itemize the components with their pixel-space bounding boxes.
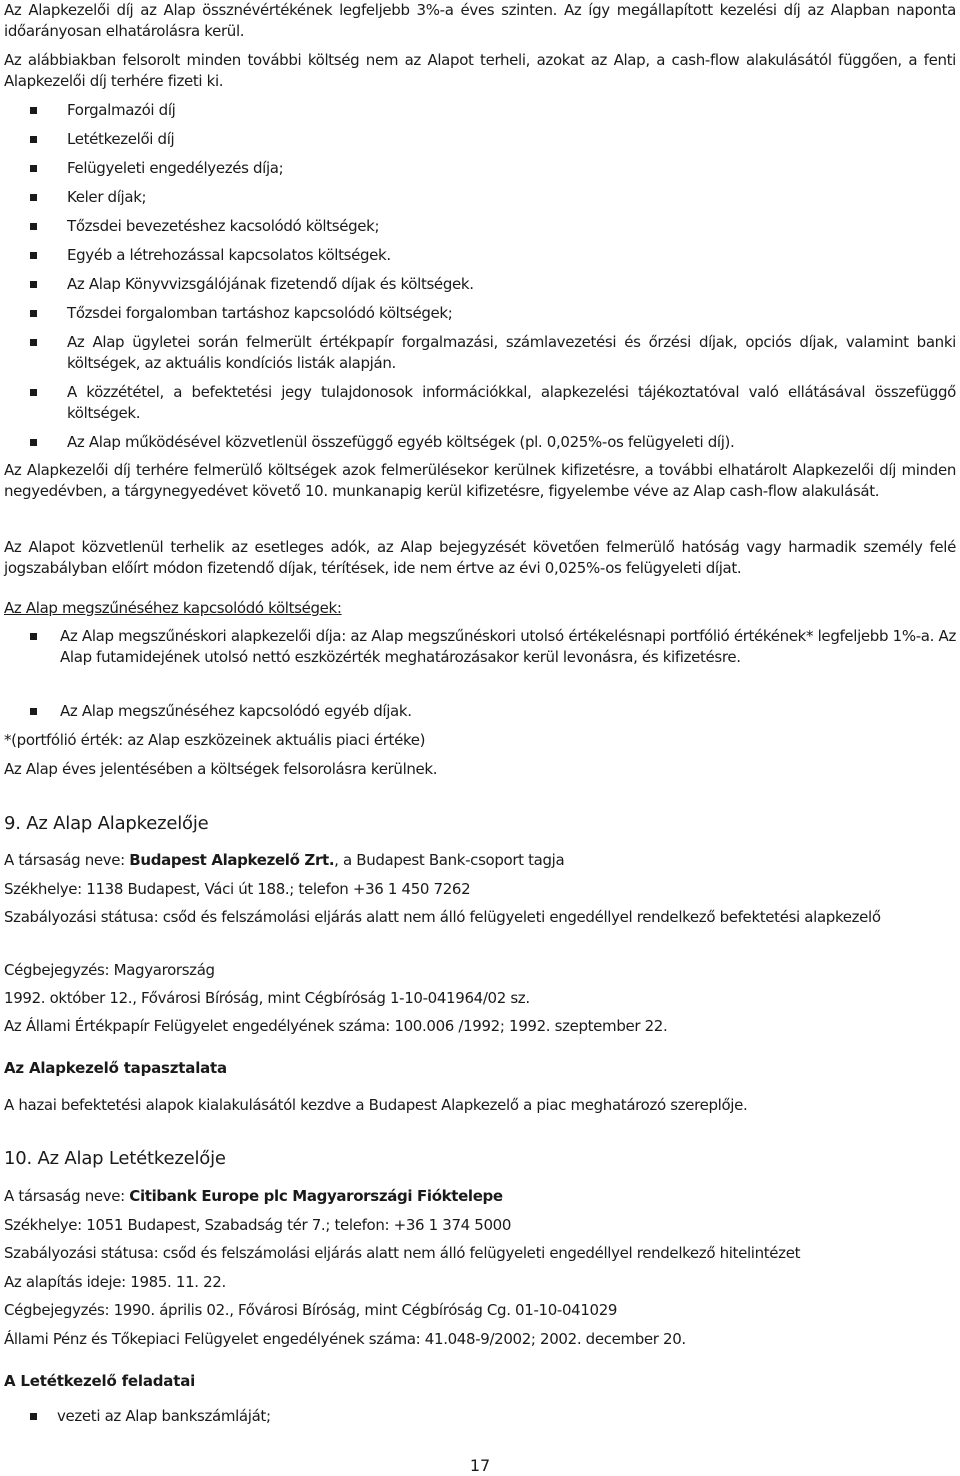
bullet-icon [30,252,37,259]
experience-text: A hazai befektetési alapok kialakulásától kezdve a Budapest Alapkezelő a piac meghatározó szereplője. [4,1096,748,1114]
bullet-icon [30,310,37,317]
bullet-icon [30,389,37,396]
manager-name-suffix: , a Budapest Bank-csoport tagja [334,851,565,869]
manager-status: Szabályozási státusa: csőd és felszámolási eljárás alatt nem álló felügyeleti engedéllyel rendelkező befektetési alapkezelő [4,908,881,926]
list-item: Forgalmazói díj [67,101,176,119]
custodian-seat: Székhelye: 1051 Budapest, Szabadság tér 7.; telefon: +36 1 374 5000 [4,1216,512,1234]
custodian-status: Szabályozási státusa: csőd és felszámolási eljárás alatt nem álló felügyeleti engedéllyel rendelkező hitelintézet [4,1244,801,1262]
list-item: A közzététel, a befektetési jegy tulajdonosok információkkal, alapkezelési tájékoztatóval való ellátásával összefüggő költségek. [67,383,956,422]
bullet-icon [30,708,37,715]
bullet-icon [30,633,37,640]
list-item: Letétkezelői díj [67,130,175,148]
experience-heading: Az Alapkezelő tapasztalata [4,1059,227,1077]
bullet-icon [30,439,37,446]
list-item: Tőzsdei bevezetéshez kacsolódó költségek; [67,217,380,235]
bullet-icon [30,165,37,172]
bullet-icon [30,223,37,230]
list-item: Keler díjak; [67,188,147,206]
portfolio-footnote: *(portfólió érték: az Alap eszközeinek aktuális piaci értéke) [4,731,426,749]
annual-report-note: Az Alap éves jelentésében a költségek felsorolásra kerülnek. [4,760,438,778]
list-item: vezeti az Alap bankszámláját; [57,1407,271,1425]
list-item: Egyéb a létrehozással kapcsolatos költségek. [67,246,391,264]
bullet-icon [30,107,37,114]
termination-heading: Az Alap megszűnéséhez kapcsolódó költségek: [4,599,342,617]
custodian-name [4,1186,956,1207]
tasks-heading: A Letétkezelő feladatai [4,1372,196,1390]
manager-registry: Cégbejegyzés: Magyarország [4,961,215,979]
list-item: Tőzsdei forgalomban tartáshoz kapcsolódó költségek; [67,304,453,322]
manager-name-value: Budapest Alapkezelő Zrt. [129,851,335,869]
intro-paragraph-1: Az Alapkezelői díj az Alap össznévértékének legfeljebb 3%-a éves szinten. Az így megállapított kezelési díj az Alapban naponta időarányosan elhatárolásra kerül. [4,1,956,40]
intro-paragraph-2: Az alábbiakban felsorolt minden további költség nem az Alapot terheli, azokat az Alap, a cash-flow alakulásától függően, a fenti Alapkezelői díj terhére fizeti ki. [4,51,956,90]
bullet-icon [30,136,37,143]
section-9-heading: 9. Az Alap Alapkezelője [4,813,209,834]
list-item: Felügyeleti engedélyezés díja; [67,159,284,177]
bullet-icon [30,281,37,288]
custodian-license: Állami Pénz és Tőkepiaci Felügyelet engedélyének száma: 41.048-9/2002; 2002. december 20. [4,1330,686,1348]
custodian-founded: Az alapítás ideje: 1985. 11. 22. [4,1273,226,1291]
page-number: 17 [469,1456,491,1475]
bullet-icon [30,339,37,346]
bullet-icon [30,194,37,201]
list-item: Az Alap megszűnéséhez kapcsolódó egyéb díjak. [60,702,412,720]
list-item: Az Alap működésével közvetlenül összefüggő egyéb költségek (pl. 0,025%-os felügyeleti díj). [67,433,735,451]
custodian-name-label: A társaság neve: [4,1187,130,1205]
list-item: Az Alap megszűnéskori alapkezelői díja: az Alap megszűnéskori utolsó értékelésnapi portfólió értékének* legfeljebb 1%-a. Az Alap futamidejének utolsó nettó eszközérték meghatározásakor kerül levonásra, és kifizetésre. [60,627,956,666]
list-item: Az Alap Könyvvizsgálójának fizetendő díjak és költségek. [67,275,474,293]
custodian-registry: Cégbejegyzés: 1990. április 02., Fővárosi Bíróság, mint Cégbíróság Cg. 01-10-041029 [4,1301,618,1319]
payment-paragraph: Az Alapkezelői díj terhére felmerülő költségek azok felmerülésekor kerülnek kifizetésre, a további elhatárolt Alapkezelői díj minden negyedévben, a tárgynegyedévet követő 10. munkanapig kerül kifizetésre, figyelembe véve az Alap cash-flow alakulását. [4,461,956,500]
manager-registry-date: 1992. október 12., Fővárosi Bíróság, mint Cégbíróság 1-10-041964/02 sz. [4,989,530,1007]
manager-name [4,850,956,871]
bullet-icon [30,1413,37,1420]
taxes-paragraph: Az Alapot közvetlenül terhelik az esetleges adók, az Alap bejegyzését követően felmerülő hatóság vagy harmadik személy felé jogszabályban előírt módon fizetendő díjak, térítések, ide nem értve az évi 0,025%-os felügyeleti díjat. [4,538,956,577]
manager-name-label: A társaság neve: [4,851,130,869]
manager-license: Az Állami Értékpapír Felügyelet engedélyének száma: 100.006 /1992; 1992. szeptember 22. [4,1017,668,1035]
list-item: Az Alap ügyletei során felmerült értékpapír forgalmazási, számlavezetési és őrzési díjak, opciós díjak, valamint banki költségek, az aktuális kondíciós listák alapján. [67,333,956,372]
section-10-heading: 10. Az Alap Letétkezelője [4,1148,226,1169]
custodian-name-value: Citibank Europe plc Magyarországi Fióktelepe [129,1187,503,1205]
manager-seat: Székhelye: 1138 Budapest, Váci út 188.; telefon +36 1 450 7262 [4,880,471,898]
